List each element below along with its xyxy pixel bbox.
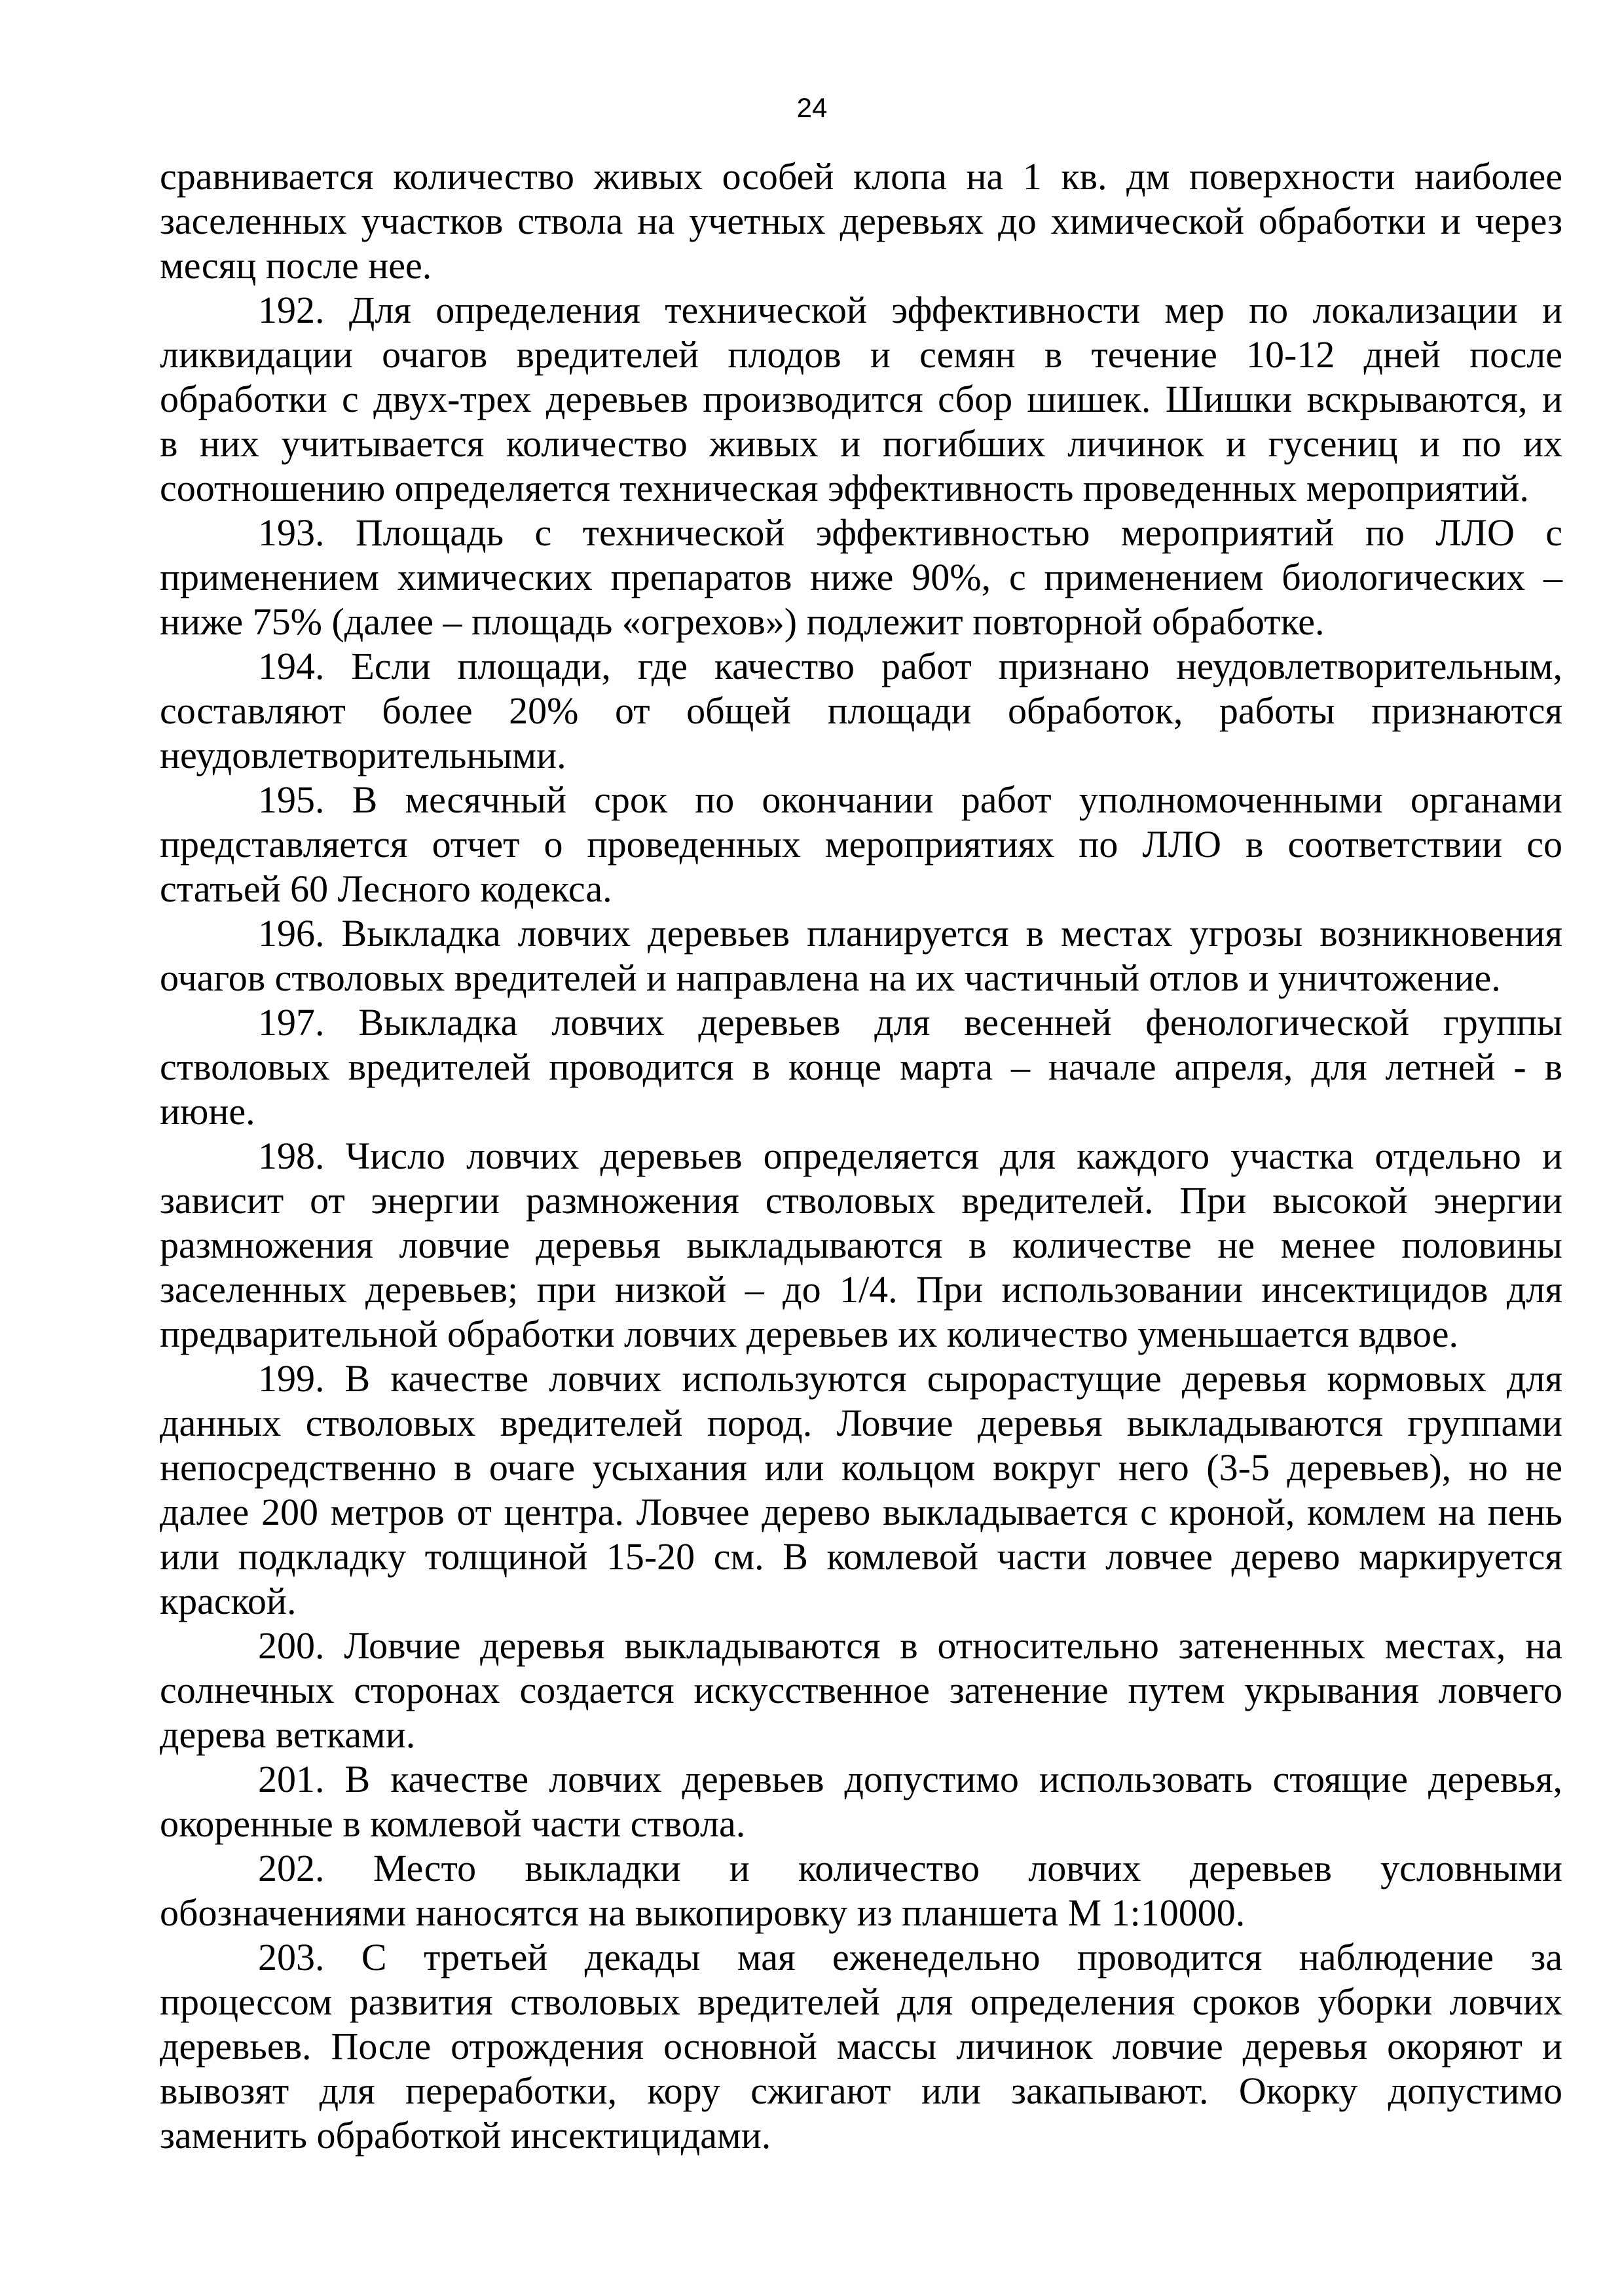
text-line: зависит от энергии размножения стволовых вредителей. При высокой энергии: [160, 1179, 1562, 1222]
paragraph: [160, 644, 1562, 778]
text-line: ниже 75% (далее – площадь «огрехов») подлежит повторной обработке.: [160, 600, 1325, 643]
text-line: 197. Выкладка ловчих деревьев для весенней фенологической группы: [258, 1001, 1562, 1044]
text-line: 203. С третьей декады мая еженедельно проводится наблюдение за: [258, 1936, 1562, 1978]
paragraph: [160, 511, 1562, 644]
text-line: июне.: [160, 1090, 255, 1133]
text-line: очагов стволовых вредителей и направлена на их частичный отлов и уничтожение.: [160, 957, 1501, 999]
text-line: вывозят для переработки, кору сжигают или закапывают. Окорку допустимо: [160, 2069, 1562, 2112]
text-line: данных стволовых вредителей пород. Ловчие деревья выкладываются группами: [160, 1402, 1562, 1444]
document-body: [160, 155, 1562, 2158]
paragraph: [160, 155, 1562, 288]
text-line: 202. Место выкладки и количество ловчих деревьев условными: [258, 1847, 1562, 1889]
paragraph: [160, 1846, 1562, 1935]
text-line: или подкладку толщиной 15-20 см. В комлевой части ловчее дерево маркируется: [160, 1535, 1562, 1578]
text-line: размножения ловчие деревья выкладываются в количестве не менее половины: [160, 1224, 1562, 1266]
text-line: соотношению определяется техническая эффективность проведенных мероприятий.: [160, 467, 1529, 509]
paragraph: [160, 288, 1562, 511]
text-line: 192. Для определения технической эффективности мер по локализации и: [258, 289, 1562, 331]
paragraph: [160, 1935, 1562, 2158]
paragraph: [160, 1000, 1562, 1134]
paragraph: [160, 1624, 1562, 1757]
text-line: обработки с двух-трех деревьев производится сбор шишек. Шишки вскрываются, и: [160, 378, 1562, 420]
paragraph: [160, 1757, 1562, 1846]
paragraph: [160, 911, 1562, 1000]
text-line: неудовлетворительными.: [160, 734, 566, 776]
text-line: сравнивается количество живых особей клопа на 1 кв. дм поверхности наиболее: [160, 155, 1562, 198]
text-line: заселенных деревьев; при низкой – до 1/4. При использовании инсектицидов для: [160, 1268, 1562, 1311]
text-line: краской.: [160, 1580, 297, 1622]
text-line: солнечных сторонах создается искусственное затенение путем укрывания ловчего: [160, 1669, 1562, 1711]
paragraph: [160, 1134, 1562, 1357]
text-line: 196. Выкладка ловчих деревьев планируется в местах угрозы возникновения: [258, 912, 1562, 955]
text-line: ликвидации очагов вредителей плодов и семян в течение 10-12 дней после: [160, 333, 1562, 376]
text-line: непосредственно в очаге усыхания или кольцом вокруг него (3-5 деревьев), но не: [160, 1446, 1562, 1489]
text-line: деревьев. После отрождения основной массы личинок ловчие деревья окоряют и: [160, 2025, 1562, 2068]
text-line: 193. Площадь с технической эффективностью мероприятий по ЛЛО с: [258, 511, 1562, 554]
page-number: 24: [796, 92, 828, 123]
text-line: 199. В качестве ловчих используются сырорастущие деревья кормовых для: [258, 1357, 1562, 1400]
text-line: месяц после нее.: [160, 244, 432, 287]
text-line: в них учитывается количество живых и погибших личинок и гусениц и по их: [160, 422, 1562, 465]
text-line: предварительной обработки ловчих деревьев их количество уменьшается вдвое.: [160, 1313, 1458, 1355]
text-line: заселенных участков ствола на учетных деревьях до химической обработки и через: [160, 200, 1562, 242]
text-line: 201. В качестве ловчих деревьев допустимо использовать стоящие деревья,: [258, 1758, 1562, 1800]
text-line: обозначениями наносятся на выкопировку из планшета М 1:10000.: [160, 1891, 1246, 1934]
text-line: 198. Число ловчих деревьев определяется для каждого участка отдельно и: [258, 1135, 1562, 1177]
text-line: процессом развития стволовых вредителей для определения сроков уборки ловчих: [160, 1980, 1562, 2023]
text-line: статьей 60 Лесного кодекса.: [160, 867, 612, 910]
text-line: 194. Если площади, где качество работ признано неудовлетворительным,: [258, 645, 1562, 687]
paragraph: [160, 1357, 1562, 1624]
text-line: применением химических препаратов ниже 90%, с применением биологических –: [160, 556, 1562, 598]
text-line: окоренные в комлевой части ствола.: [160, 1802, 746, 1845]
text-line: составляют более 20% от общей площади обработок, работы признаются: [160, 689, 1562, 732]
text-line: представляется отчет о проведенных мероприятиях по ЛЛО в соответствии со: [160, 823, 1562, 866]
text-line: дерева ветками.: [160, 1713, 416, 1756]
text-line: далее 200 метров от центра. Ловчее дерево выкладывается с кроной, комлем на пень: [160, 1491, 1562, 1533]
text-line: стволовых вредителей проводится в конце марта – начале апреля, для летней - в: [160, 1046, 1562, 1088]
paragraph: [160, 778, 1562, 911]
text-line: заменить обработкой инсектицидами.: [160, 2114, 771, 2157]
text-line: 200. Ловчие деревья выкладываются в относительно затененных местах, на: [258, 1624, 1562, 1667]
text-line: 195. В месячный срок по окончании работ уполномоченными органами: [258, 778, 1562, 821]
